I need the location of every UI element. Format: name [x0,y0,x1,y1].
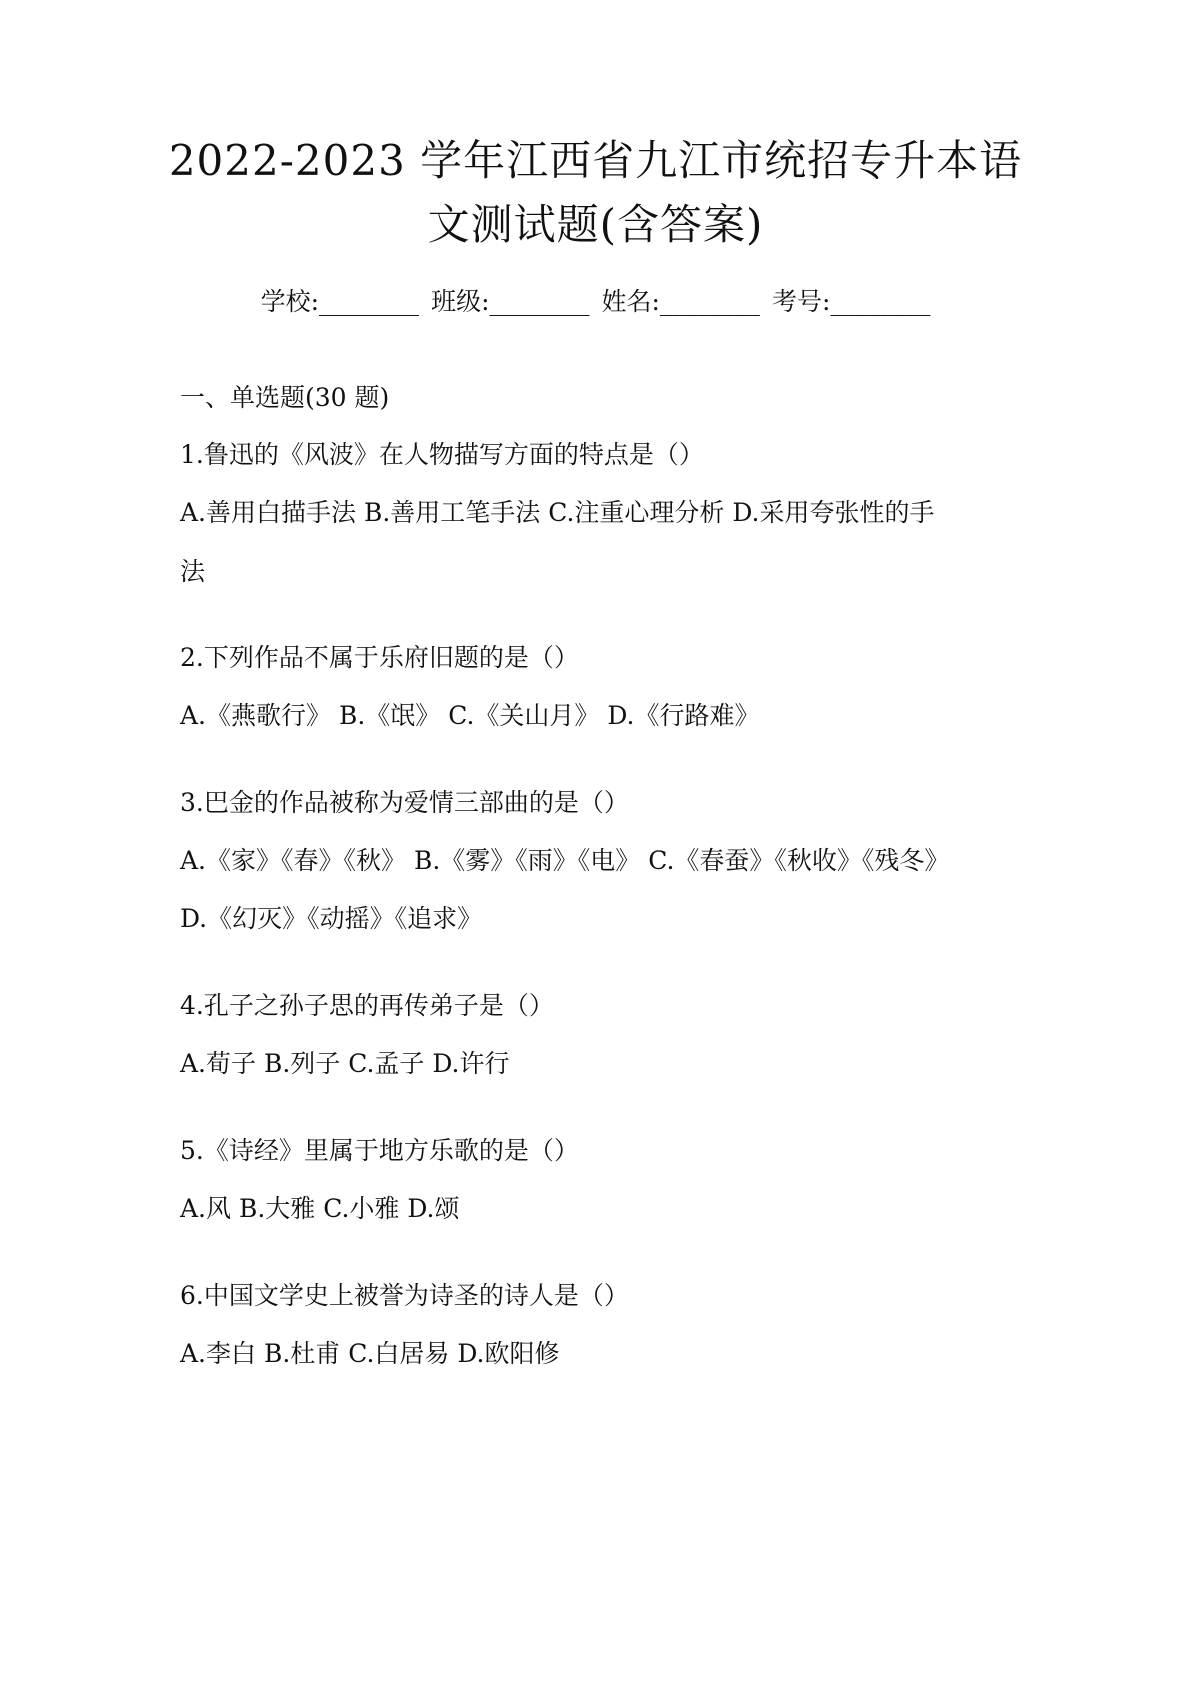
question-options-continued: 法 [180,557,206,586]
question-stem: 3.巴金的作品被称为爱情三部曲的是（） [180,788,629,817]
question-stem: 2.下列作品不属于乐府旧题的是（） [180,643,579,672]
question-stem: 6.中国文学史上被誉为诗圣的诗人是（） [180,1281,629,1310]
exam-title-line-2: 文测试题(含答案) [427,200,764,249]
school-field: 学校:________ [260,287,420,316]
question-options: A.风 B.大雅 C.小雅 D.颂 [180,1194,460,1223]
name-field: 姓名:________ [601,287,760,316]
exam-title-line-1: 2022-2023 学年江西省九江市统招专升本语 [168,136,1023,185]
question-options: A.《燕歌行》 B.《氓》 C.《关山月》 D.《行路难》 [180,701,760,730]
student-info-fields [0,282,1191,318]
question-options: A.李白 B.杜甫 C.白居易 D.欧阳修 [180,1339,560,1368]
class-field: 班级:________ [431,287,590,316]
question-stem: 1.鲁迅的《风波》在人物描写方面的特点是（） [180,440,704,469]
exam-number-field: 考号:________ [771,287,931,316]
question-options: A.善用白描手法 B.善用工笔手法 C.注重心理分析 D.采用夸张性的手 [180,498,935,527]
section-heading: 一、单选题(30 题) [180,383,390,412]
question-stem: 5.《诗经》里属于地方乐歌的是（） [180,1136,579,1165]
question-options: A.荀子 B.列子 C.孟子 D.许行 [180,1049,510,1078]
question-options: A.《家》《春》《秋》 B.《雾》《雨》《电》 C.《春蚕》《秋收》《残冬》 [180,846,950,875]
question-stem: 4.孔子之孙子思的再传弟子是（） [180,991,554,1020]
question-options-continued: D.《幻灭》《动摇》《追求》 [180,904,483,933]
